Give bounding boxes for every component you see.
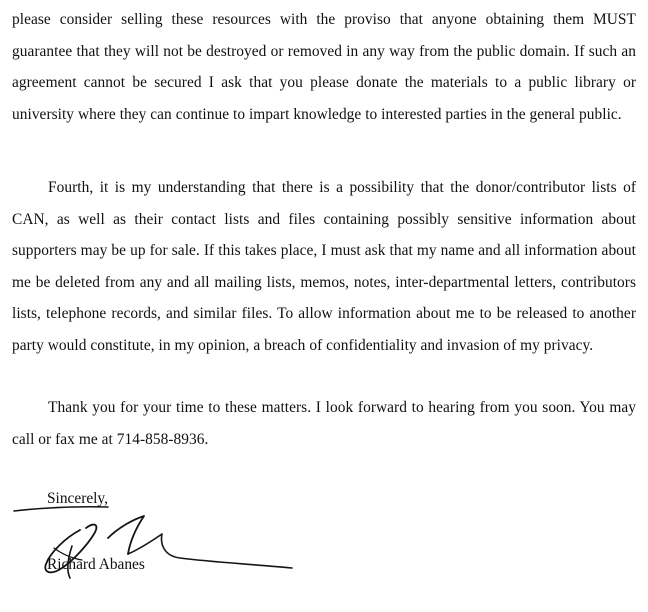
handwritten-signature <box>10 498 310 588</box>
letter-closing: Sincerely, <box>47 490 108 507</box>
letter-paragraph: Thank you for your time to these matters. I look forward to hearing from you soon. You may call or fax me at 714-858-8936. <box>12 399 636 448</box>
letter-paragraph: Fourth, it is my understanding that there is a possibility that the donor/contributor lists of CAN, as well as their contact lists and files containing possibly sensitive information about supporters may be up for sale. If this takes place, I must ask that my name and all information about me be deleted from any and all mailing lists, memos, notes, inter-departmental letters, contributors lists, telephone records, and similar files. To allow information about me to be released to another party would constitute, in my opinion, a breach of confidentiality and invasion of my privacy. <box>12 179 636 354</box>
letter-paragraph: please consider selling these resources with the proviso that anyone obtaining them MUST guarantee that they will not be destroyed or removed in any way from the public domain. If such an agreement cannot be secured I ask that you please donate the materials to a public library or university where they can continue to impart knowledge to interested parties in the general public. <box>12 11 636 123</box>
signer-name: Richard Abanes <box>47 556 145 573</box>
